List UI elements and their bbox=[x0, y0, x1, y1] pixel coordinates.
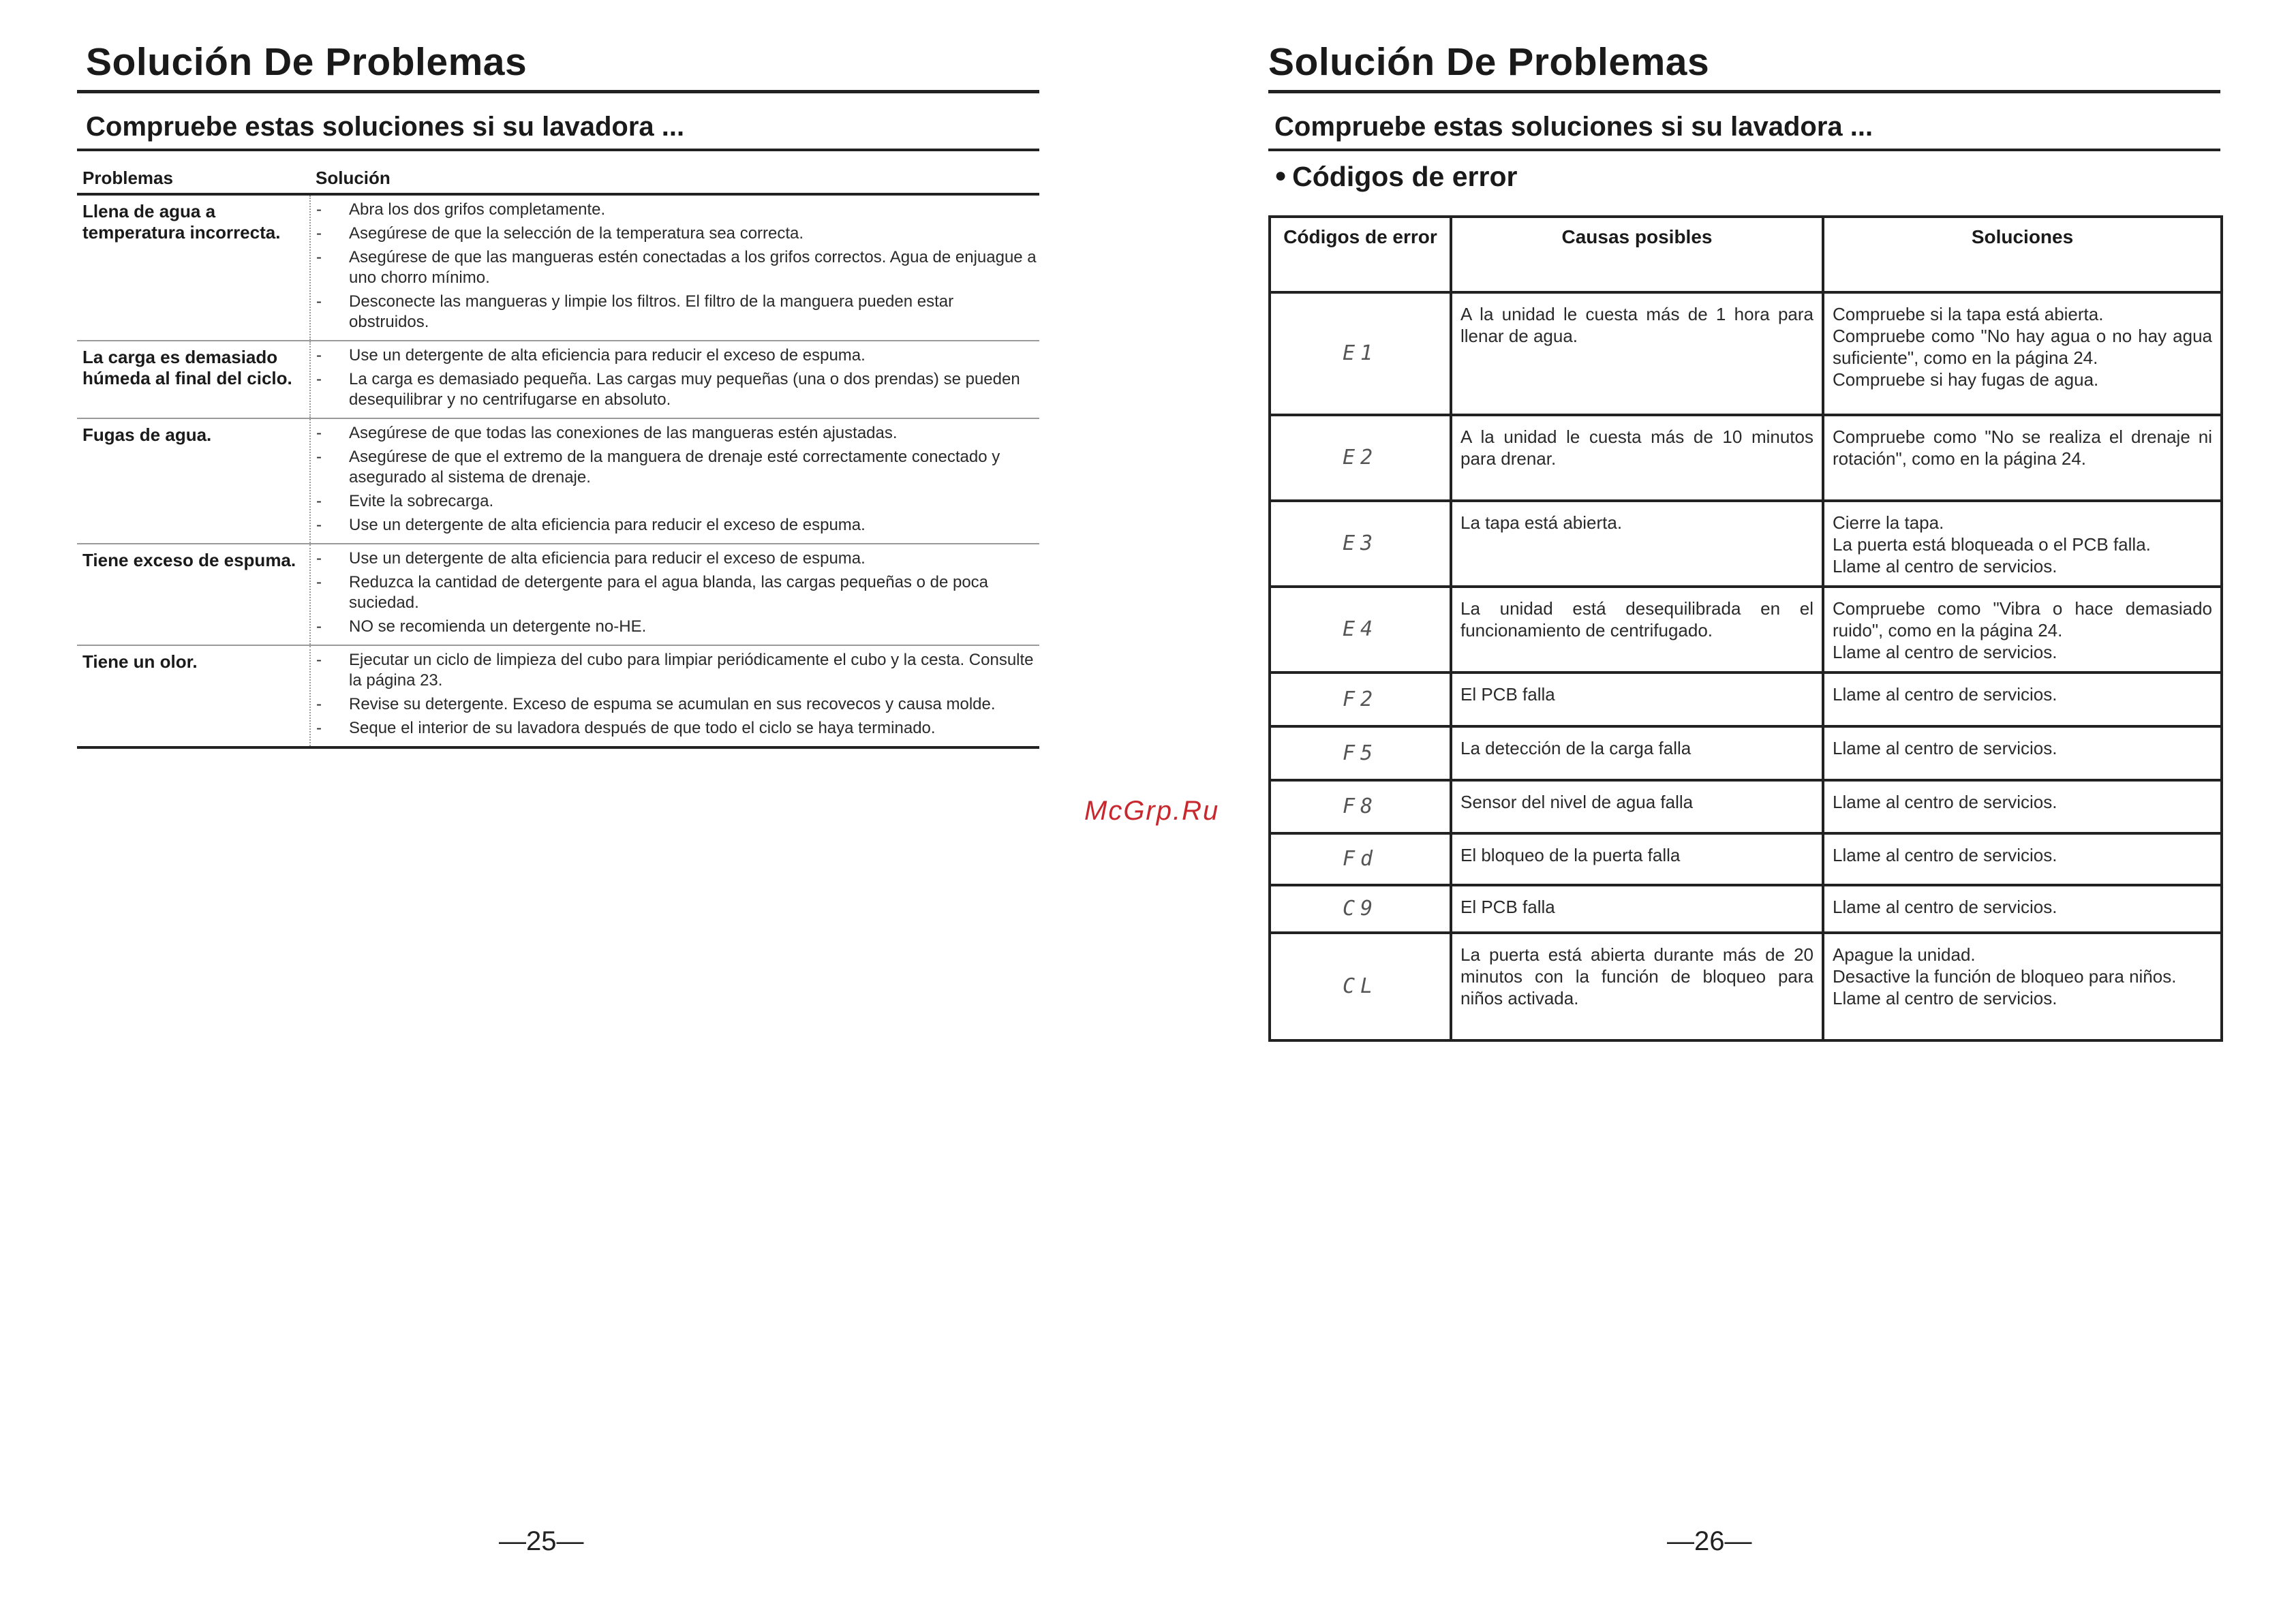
table-row bbox=[1270, 726, 2222, 780]
page-title: Solución De Problemas bbox=[1268, 40, 1710, 84]
solution-item: - Asegúrese de que las mangueras estén conectadas a los grifos correctos. Agua de enjuague a uno chorro mínimo. bbox=[315, 247, 1037, 288]
solution-item: - Ejecutar un ciclo de limpieza del cubo para limpiar periódicamente el cubo y la cesta. Consulte la página 23. bbox=[315, 650, 1037, 691]
solution-cell bbox=[310, 194, 1039, 341]
solution-cell bbox=[1823, 673, 2222, 726]
page-number: —26— bbox=[1667, 1526, 1752, 1556]
table-row bbox=[1270, 833, 2222, 885]
cause-cell: El bloqueo de la puerta falla bbox=[1451, 833, 1823, 885]
solution-item: - Reduzca la cantidad de detergente para el agua blanda, las cargas pequeñas o de poca suciedad. bbox=[315, 572, 1037, 613]
bullet-icon: ● bbox=[1274, 164, 1287, 187]
solution-cell bbox=[1823, 292, 2222, 415]
solution-item: - Use un detergente de alta eficiencia para reducir el exceso de espuma. bbox=[315, 345, 1037, 366]
error-code: E2 bbox=[1270, 415, 1451, 501]
solution-cell bbox=[1823, 415, 2222, 501]
solution-line: Llame al centro de servicios. bbox=[1833, 845, 2057, 865]
error-code: E4 bbox=[1270, 587, 1451, 673]
cause-cell: A la unidad le cuesta más de 10 minutos para drenar. bbox=[1451, 415, 1823, 501]
error-code: C9 bbox=[1270, 885, 1451, 933]
error-code: F5 bbox=[1270, 726, 1451, 780]
solution-item: - La carga es demasiado pequeña. Las cargas muy pequeñas (una o dos prendas) se pueden desequilibrar y no centrifugarse en absoluto. bbox=[315, 369, 1037, 410]
solution-list bbox=[315, 548, 1037, 637]
table-row bbox=[1270, 501, 2222, 587]
solution-item: - Abra los dos grifos completamente. bbox=[315, 200, 1037, 220]
solution-cell bbox=[310, 544, 1039, 645]
solution-line: Llame al centro de servicios. bbox=[1833, 988, 2057, 1008]
subtitle-divider bbox=[1268, 149, 2220, 151]
problems-table bbox=[77, 164, 1039, 749]
column-header-problem: Problemas bbox=[77, 164, 310, 194]
page-number: —25— bbox=[499, 1526, 584, 1556]
solution-cell bbox=[1823, 833, 2222, 885]
solution-item: - Use un detergente de alta eficiencia para reducir el exceso de espuma. bbox=[315, 515, 1037, 536]
solution-list bbox=[315, 650, 1037, 739]
title-divider bbox=[1268, 90, 2220, 93]
table-row bbox=[1270, 292, 2222, 415]
solution-item: - Seque el interior de su lavadora después de que todo el ciclo se haya terminado. bbox=[315, 718, 1037, 739]
column-header-solution: Solución bbox=[310, 164, 1039, 194]
solution-list bbox=[315, 200, 1037, 333]
solution-item: - Use un detergente de alta eficiencia para reducir el exceso de espuma. bbox=[315, 548, 1037, 569]
solution-line: Compruebe como "No se realiza el drenaje ni rotación", como en la página 24. bbox=[1833, 427, 2212, 469]
solution-item: - Asegúrese de que la selección de la temperatura sea correcta. bbox=[315, 223, 1037, 244]
error-codes-heading-label: Códigos de error bbox=[1292, 161, 1518, 192]
column-header-solutions: Soluciones bbox=[1823, 217, 2222, 292]
solution-line: Apague la unidad. bbox=[1833, 944, 1976, 965]
table-row bbox=[1270, 780, 2222, 833]
solution-line: Llame al centro de servicios. bbox=[1833, 897, 2057, 917]
solution-line: La puerta está bloqueada o el PCB falla. bbox=[1833, 534, 2151, 555]
problem-cell: Fugas de agua. bbox=[77, 418, 310, 544]
solution-list bbox=[315, 423, 1037, 536]
cause-cell: El PCB falla bbox=[1451, 673, 1823, 726]
solution-item: - Asegúrese de que el extremo de la manguera de drenaje esté correctamente conectado y asegurado al sistema de drenaje. bbox=[315, 447, 1037, 488]
error-code: E1 bbox=[1270, 292, 1451, 415]
solution-line: Llame al centro de servicios. bbox=[1833, 642, 2057, 662]
watermark-text: McGrp.Ru bbox=[1084, 796, 1220, 826]
solution-cell bbox=[1823, 885, 2222, 933]
solution-cell bbox=[1823, 587, 2222, 673]
solution-line: Llame al centro de servicios. bbox=[1833, 792, 2057, 812]
table-header-row bbox=[1270, 217, 2222, 292]
solution-line: Llame al centro de servicios. bbox=[1833, 738, 2057, 758]
problem-cell: Tiene exceso de espuma. bbox=[77, 544, 310, 645]
solution-cell bbox=[310, 418, 1039, 544]
solution-item: - Revise su detergente. Exceso de espuma se acumulan en sus recovecos y causa molde. bbox=[315, 694, 1037, 715]
solution-line: Compruebe si hay fugas de agua. bbox=[1833, 369, 2099, 390]
cause-cell: La detección de la carga falla bbox=[1451, 726, 1823, 780]
solution-item: - Asegúrese de que todas las conexiones de las mangueras estén ajustadas. bbox=[315, 423, 1037, 444]
solution-cell bbox=[310, 341, 1039, 418]
table-row bbox=[77, 194, 1039, 341]
section-subtitle: Compruebe estas soluciones si su lavadora ... bbox=[1274, 112, 1873, 142]
table-row bbox=[1270, 933, 2222, 1040]
section-subtitle: Compruebe estas soluciones si su lavadora ... bbox=[86, 112, 685, 142]
solution-cell bbox=[1823, 780, 2222, 833]
table-row bbox=[1270, 673, 2222, 726]
table-row bbox=[1270, 415, 2222, 501]
cause-cell: A la unidad le cuesta más de 1 hora para llenar de agua. bbox=[1451, 292, 1823, 415]
table-header-row bbox=[77, 164, 1039, 194]
solution-item: - NO se recomienda un detergente no-HE. bbox=[315, 617, 1037, 637]
error-codes-heading bbox=[1274, 161, 1517, 193]
error-code: Fd bbox=[1270, 833, 1451, 885]
solution-line: Llame al centro de servicios. bbox=[1833, 684, 2057, 705]
title-divider bbox=[77, 90, 1039, 93]
solution-item: - Desconecte las mangueras y limpie los filtros. El filtro de la manguera pueden estar obstruidos. bbox=[315, 292, 1037, 333]
solution-cell bbox=[1823, 933, 2222, 1040]
table-row bbox=[77, 418, 1039, 544]
subtitle-divider bbox=[77, 149, 1039, 151]
solution-cell bbox=[1823, 501, 2222, 587]
error-code: F8 bbox=[1270, 780, 1451, 833]
error-code: E3 bbox=[1270, 501, 1451, 587]
table-row bbox=[77, 341, 1039, 418]
error-code: F2 bbox=[1270, 673, 1451, 726]
solution-list bbox=[315, 345, 1037, 410]
problem-cell: Tiene un olor. bbox=[77, 645, 310, 747]
cause-cell: La unidad está desequilibrada en el funcionamiento de centrifugado. bbox=[1451, 587, 1823, 673]
column-header-causes: Causas posibles bbox=[1451, 217, 1823, 292]
cause-cell: El PCB falla bbox=[1451, 885, 1823, 933]
table-row bbox=[77, 645, 1039, 747]
solution-line: Compruebe como "Vibra o hace demasiado ruido", como en la página 24. bbox=[1833, 598, 2212, 640]
solution-cell bbox=[1823, 726, 2222, 780]
table-row bbox=[1270, 885, 2222, 933]
cause-cell: La tapa está abierta. bbox=[1451, 501, 1823, 587]
error-codes-table bbox=[1268, 215, 2223, 1042]
solution-line: Desactive la función de bloqueo para niños. bbox=[1833, 966, 2177, 987]
solution-line: Compruebe si la tapa está abierta. bbox=[1833, 304, 2104, 324]
page-title: Solución De Problemas bbox=[86, 40, 527, 84]
solution-cell bbox=[310, 645, 1039, 747]
table-row bbox=[77, 544, 1039, 645]
solution-line: Cierre la tapa. bbox=[1833, 512, 1944, 533]
error-code: CL bbox=[1270, 933, 1451, 1040]
cause-cell: La puerta está abierta durante más de 20 minutos con la función de bloqueo para niños activada. bbox=[1451, 933, 1823, 1040]
problem-cell: Llena de agua a temperatura incorrecta. bbox=[77, 194, 310, 341]
cause-cell: Sensor del nivel de agua falla bbox=[1451, 780, 1823, 833]
column-header-code: Códigos de error bbox=[1270, 217, 1451, 292]
solution-item: - Evite la sobrecarga. bbox=[315, 491, 1037, 512]
solution-line: Compruebe como "No hay agua o no hay agua suficiente", como en la página 24. bbox=[1833, 326, 2212, 368]
solution-line: Llame al centro de servicios. bbox=[1833, 556, 2057, 576]
page-right bbox=[1148, 0, 2296, 1623]
table-row bbox=[1270, 587, 2222, 673]
problem-cell: La carga es demasiado húmeda al final del ciclo. bbox=[77, 341, 310, 418]
